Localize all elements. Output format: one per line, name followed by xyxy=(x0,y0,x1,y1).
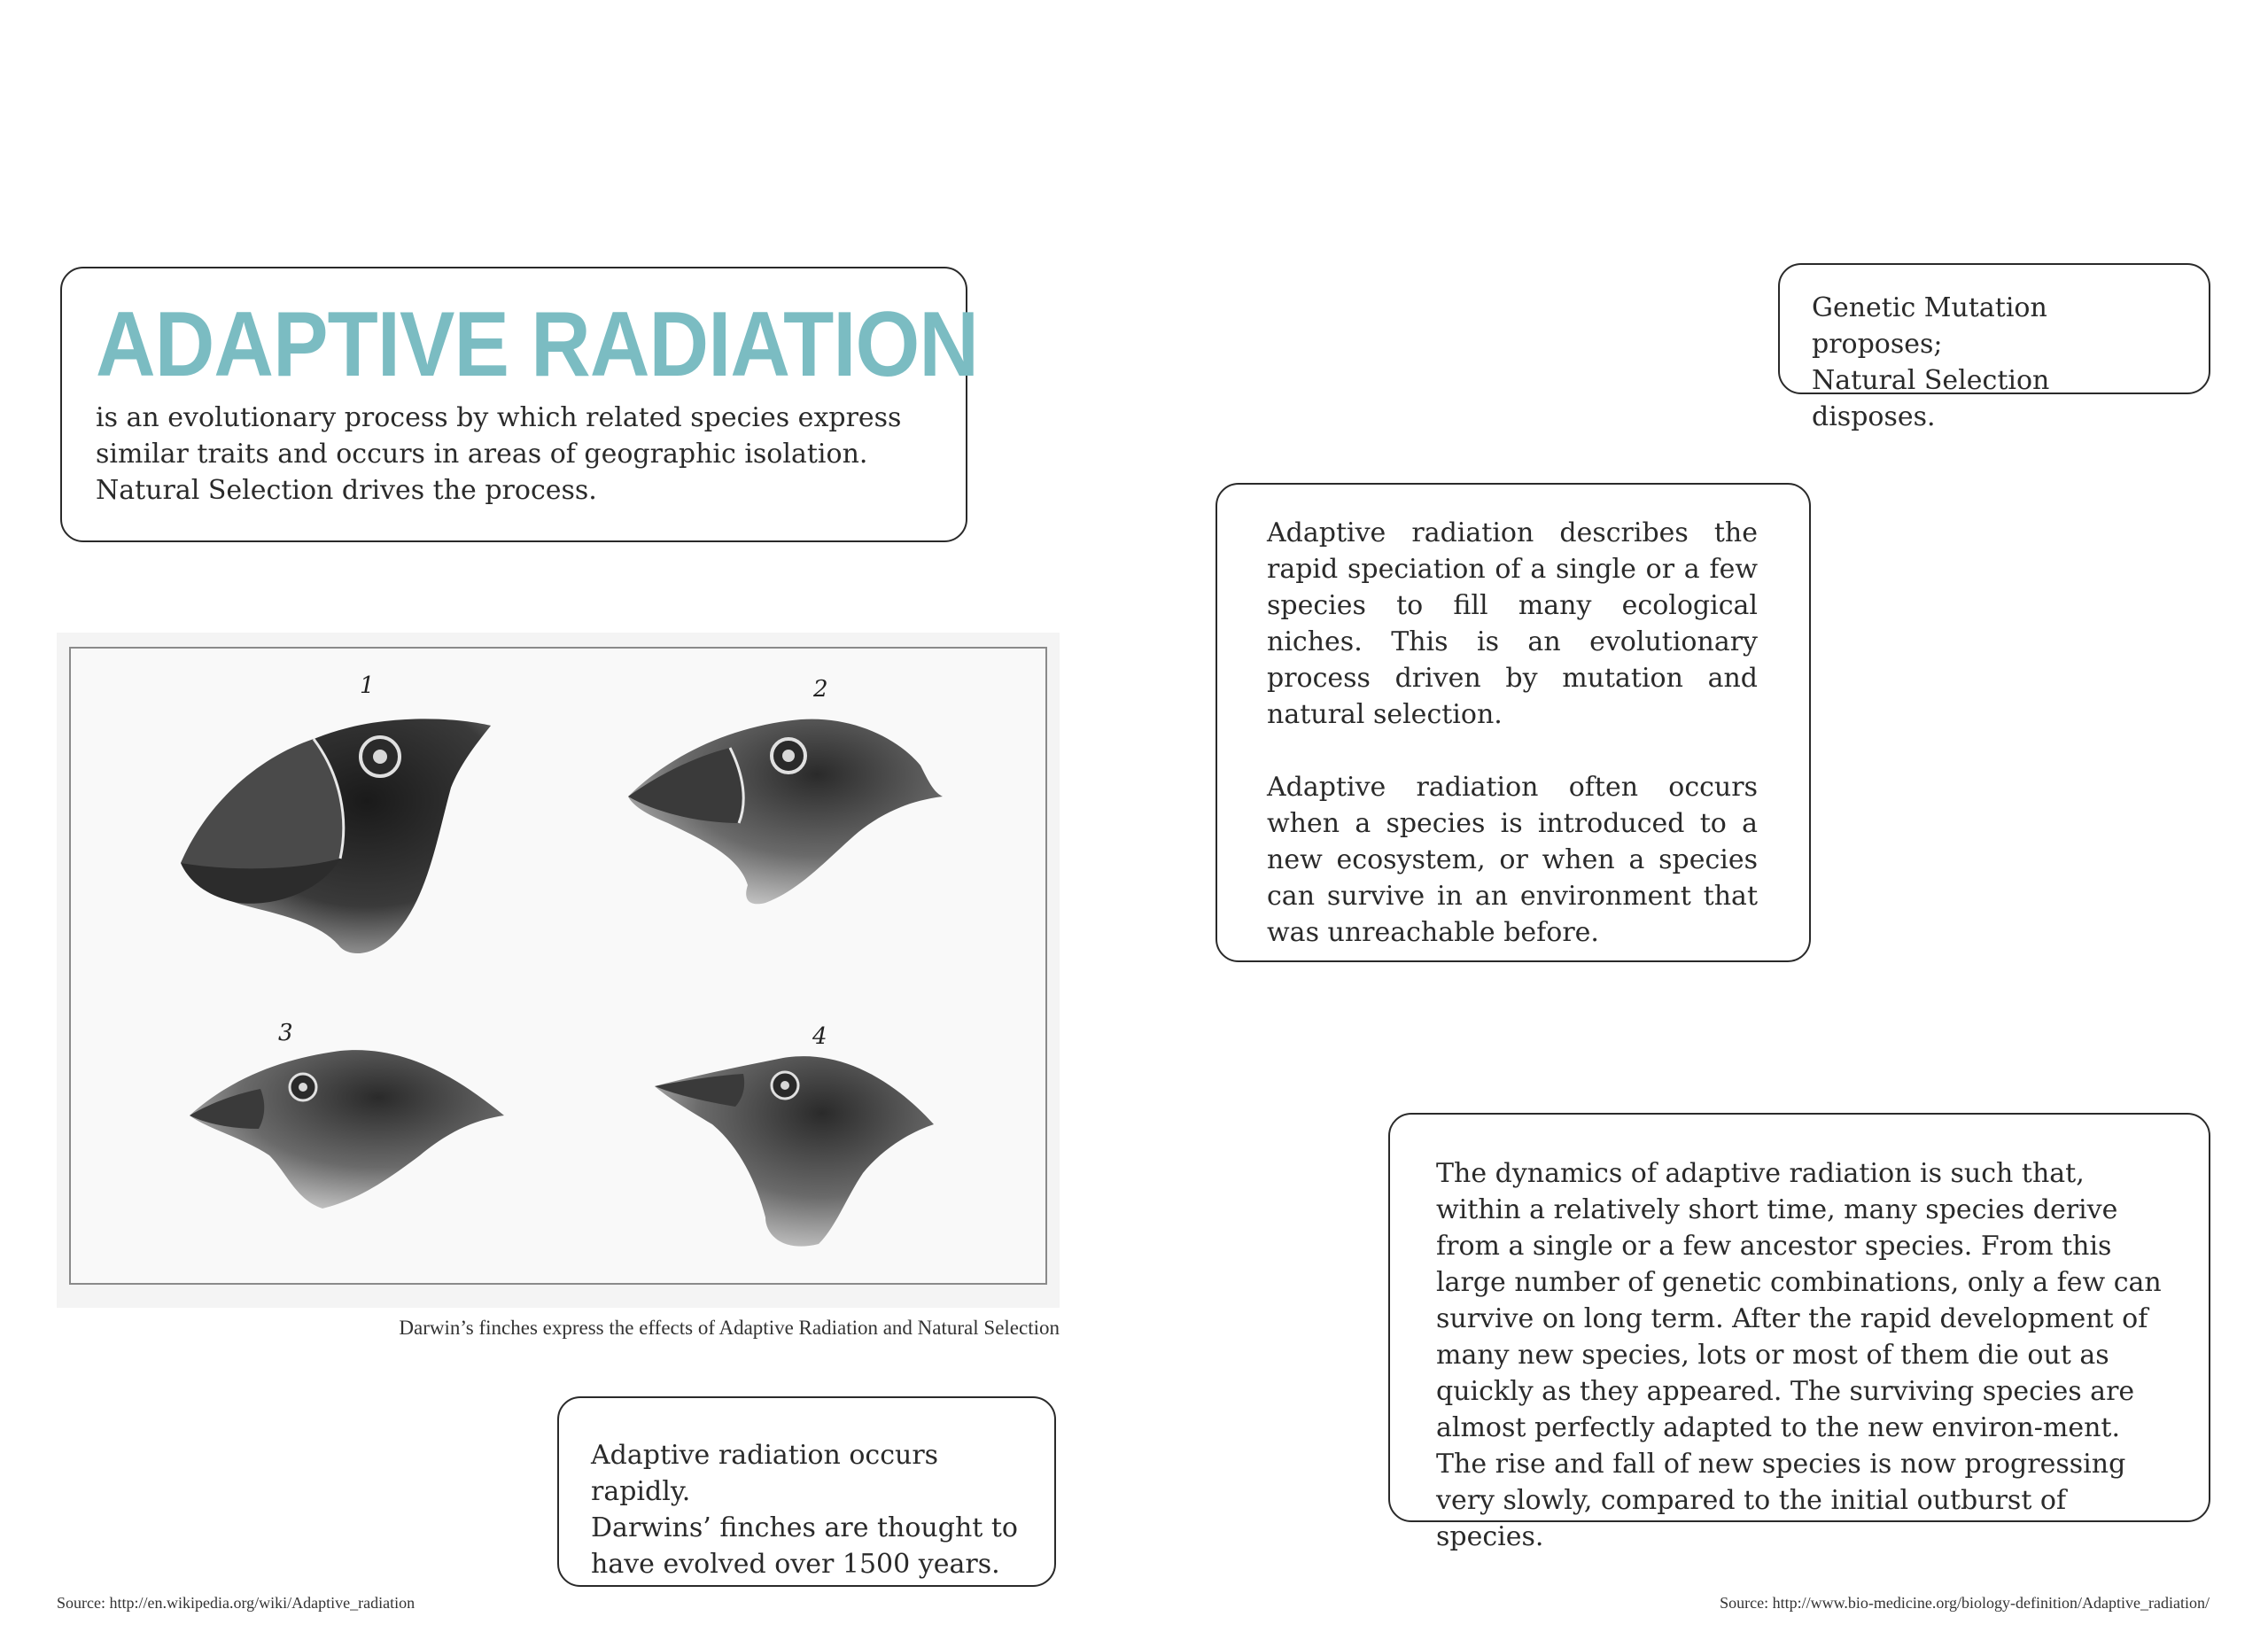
finch-label-4: 4 xyxy=(812,1023,827,1050)
rapid-evolution-card xyxy=(557,1396,1056,1587)
source-right: Source: http://www.bio-medicine.org/biology-definition/Adaptive_radiation/ xyxy=(1720,1594,2210,1612)
source-left: Source: http://en.wikipedia.org/wiki/Adaptive_radiation xyxy=(57,1594,416,1612)
finch-4-head xyxy=(655,1056,934,1247)
quote-line-2: Natural Selection disposes. xyxy=(1812,365,2050,432)
finch-label-3: 3 xyxy=(278,1020,293,1046)
figure-caption: Darwin’s finches express the effects of Adaptive Radiation and Natural Selection xyxy=(399,1317,1060,1339)
definition-card xyxy=(1216,483,1811,962)
rapid-line-3: have evolved over 1500 years. xyxy=(591,1549,1000,1580)
rapid-line-2: Darwins’ finches are thought to xyxy=(591,1512,1018,1543)
title-description: is an evolutionary process by which related species express similar traits and occurs in areas of geographic isolation. Natural Selection drives the process. xyxy=(96,402,902,506)
quote-card xyxy=(1778,263,2210,432)
definition-paragraph-1: Adaptive radiation describes the rapid speciation of a single or a few species to fill many ecological niches. This is an evolutionary process driven by mutation and natural selection. xyxy=(1267,517,1758,730)
finch-1-head xyxy=(181,719,491,953)
finch-2-head xyxy=(628,719,943,905)
dynamics-card xyxy=(1388,1113,2210,1552)
definition-paragraph-2: Adaptive radiation often occurs when a species is introduced to a new ecosystem, or when a species can survive in an environment that was unreachable before. xyxy=(1267,772,1758,948)
title-card xyxy=(60,267,979,542)
rapid-line-1: Adaptive radiation occurs rapidly. xyxy=(591,1440,939,1507)
finch-heads-drawing xyxy=(57,633,1060,1308)
quote-line-1: Genetic Mutation proposes; xyxy=(1812,292,2047,360)
dynamics-text: The dynamics of adaptive radiation is such that, within a relatively short time, many species derive from a single or a few ancestor species. From this large number of genetic combinations, only a few can survive on long term. After the rapid development of many new species, lots or most of them die out as quickly as they appeared. The surviving species are almost perfectly adapted to the new environ-ment. The rise and fall of new species is now progressing very slowly, compared to the initial outburst of species. xyxy=(1436,1158,2162,1552)
finch-3-head xyxy=(190,1050,504,1209)
finch-label-2: 2 xyxy=(813,676,828,703)
page-title: ADAPTIVE RADIATION xyxy=(96,293,979,396)
finches-illustration xyxy=(57,633,1060,1308)
finch-label-1: 1 xyxy=(360,672,375,699)
rapid-text xyxy=(591,1437,1028,1582)
quote-text xyxy=(1812,290,2179,435)
